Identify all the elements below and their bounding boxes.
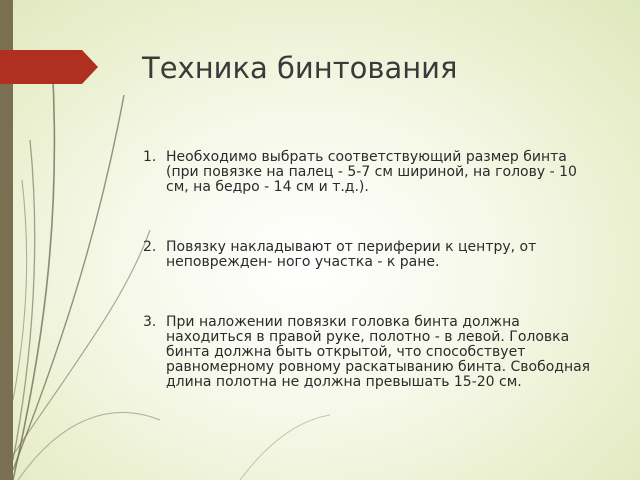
instruction-list (143, 150, 598, 435)
slide-title: Техника бинтования (142, 51, 458, 85)
list-item-text: Повязку накладывают от периферии к центру, от неповрежден- ного участка - к ране. (166, 239, 537, 270)
grass-stem (13, 180, 27, 400)
grass-stem (13, 60, 54, 480)
list-item-number: 3. (143, 314, 157, 330)
grass-stem (18, 413, 160, 480)
list-item (143, 315, 598, 390)
grass-stem (13, 140, 35, 460)
list-item-text: Необходимо выбрать соответствующий размер бинта (при повязке на палец - 5-7 см шириной, на голову - 10 см, на бедро - 14 см и т.д.). (166, 149, 577, 195)
list-item-text: При наложении повязки головка бинта должна находиться в правой руке, полотно - в левой. Головка бинта должна быть открытой, что способствует равномерному ровному раскатыванию бинта. Свободная длина полотна не должна превышать 15-20 см. (166, 314, 591, 390)
grass-stem (13, 230, 150, 455)
list-item-number: 2. (143, 239, 157, 255)
list-item (143, 240, 598, 270)
title-accent-tab (0, 50, 100, 84)
list-item-number: 1. (143, 149, 157, 165)
list-item (143, 150, 598, 195)
